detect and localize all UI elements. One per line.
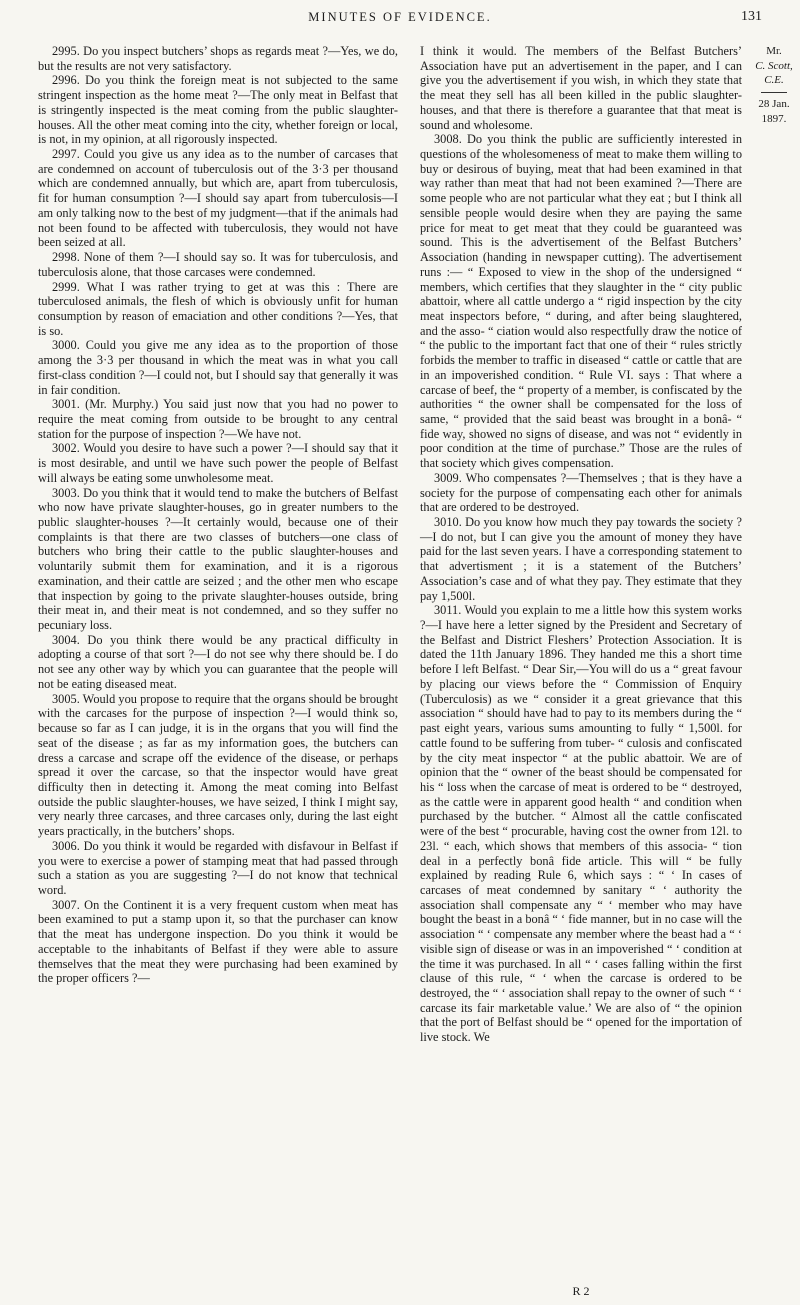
paragraph: 3011. Would you explain to me a little how this system works ?—I have here a letter signed by the President and Secretary of the Belfast and District Fleshers’ Protection Association. It is dated the 11th January 1896. They handed me this a short time before I left Belfast. “ Dear Sir,—You will do us a “ great favour by placing our views before the “ Commission of Enquiry (Tuberculosis) as we “ consider it a great grievance that this association “ should have had to pay to its members during the “ past eight years, various sums amounting to fully “ 1,500l. for cattle found to be suffering from tuber- “ culosis and confiscated by the city meat inspector “ at the public abattoir. We are of opinion that the “ owner of the beast should be compensated for his “ loss when the carcase of meat is ordered to be “ destroyed, as the cattle were in apparent good health “ and condition when purchased by the butcher. “ Almost all the cattle confiscated were of the best “ procurable, having cost the owner from 12l. to 23l. “ each, which shows that members of this associa- “ tion deal in a perfectly bonâ fide article. This will “ be fully explained by reading Rule 6, which says : “ ‘ In cases of carcases of meat condemned by sanitary “ ‘ authority the association shall compensate any “ ‘ member who may have bought the beast in a bonâ “ ‘ fide manner, but in no case will the association “ ‘ compensate any member where the beast had a “ ‘ visible sign of disease or was in an impoverished “ ‘ condition at the time it was purchased. In all “ ‘ cases falling within the first clause of this rule, “ ‘ when the carcase is ordered to be destroyed, the “ ‘ association shall repay to the owner of such “ ‘ carcase its fair marketable value.’ We are also of “ the opinion that the port of Belfast should be “ opened for the importation of live stock. We (420, 603, 742, 1045)
margin-note (750, 44, 798, 127)
paragraph: 2998. None of them ?—I should say so. It was for tuberculosis, and tuberculosis alone, that those carcases were condemned. (38, 250, 398, 279)
margin-rule (761, 92, 787, 93)
paragraph: 3000. Could you give me any idea as to the proportion of those among the 3·3 per thousand in which the meat was in what you call first-class condition ?—I could not, but I should say that generally it was in fair condition. (38, 338, 398, 397)
left-column (38, 44, 398, 986)
paragraph: 3010. Do you know how much they pay towards the society ?—I do not, but I can give you the amount of money they have paid for the last seven years. I have a corresponding statement to that advertisment ; it is a statement of the Butchers’ Association’s case and of what they pay. They estimate that they pay 1,500l. (420, 515, 742, 603)
paragraph: 2999. What I was rather trying to get at was this : There are tuberculosed animals, the flesh of which is obviously unfit for human consumption by reason of emaciation and other conditions ?—Yes, that is so. (38, 279, 398, 338)
witness-name: C. Scott, C.E. (755, 59, 793, 87)
running-title: MINUTES OF EVIDENCE. (308, 10, 492, 24)
evidence-date: 28 Jan. 1897. (758, 98, 790, 125)
paragraph: 3001. (Mr. Murphy.) You said just now that you had no power to require the meat coming from outside to be brought to any central station for the purpose of inspection ?—We have not. (38, 397, 398, 441)
paragraph: 3004. Do you think there would be any practical difficulty in adopting a course of that sort ?—I do not see why there should be. I do not see any other way by which you can guarantee that the people will not be eating diseased meat. (38, 632, 398, 691)
page-header (0, 10, 800, 32)
paragraph: 2997. Could you give us any idea as to the number of carcases that are condemned on account of tuberculosis out of the 3·3 per thousand which are condemned annually, but which are, apart from tuberculosis, fit for human consumption ?—I should say apart from tuberculosis—I am only talking now to the best of my judgment—that if the animals had not been found to be affected with tuberculosis, they would not have been seized at all. (38, 147, 398, 250)
signature-mark: R 2 (572, 1284, 590, 1298)
paragraph: 3006. Do you think it would be regarded with disfavour in Belfast if you were to exercise a power of stamping meat that had passed through such a station as you are suggesting ?—I do not know that technical word. (38, 838, 398, 897)
paragraph: 2996. Do you think the foreign meat is not subjected to the same stringent inspection as the home meat ?—The only meat in Belfast that is stringently inspected is the meat coming from the public slaughter-houses. All the other meat coming into the city, whether foreign or local, is not, in my opinion, at all rigorously inspected. (38, 73, 398, 147)
paragraph: 2995. Do you inspect butchers’ shops as regards meat ?—Yes, we do, but the results are not very satisfactory. (38, 44, 398, 73)
witness-label: Mr. (766, 45, 782, 57)
paragraph-continued: I think it would. The members of the Belfast Butchers’ Association have put an advertisement in the paper, and I can give you the advertisement if you wish, in which they state that the meat they sell has all been killed in the public slaughter-houses, and that there is therefore a guarantee that that meat is sound and wholesome. (420, 44, 742, 132)
page-number: 131 (741, 9, 762, 24)
paragraph: 3007. On the Continent it is a very frequent custom when meat has been examined to put a stamp upon it, so that the purchaser can know that the meat has undergone inspection. Do you think it would be acceptable to the inhabitants of Belfast if they were able to assure themselves that the meat they were purchasing had been examined by the proper officers ?— (38, 897, 398, 986)
paragraph: 3008. Do you think the public are sufficiently interested in questions of the wholesomeness of meat to make them willing to buy or desirous of buying, meat that had been examined in that way rather than meat that had not been examined ?—There are some people who are not particular what they eat ; but I think all sensible people would desire when they are paying the same price for meat to get meat that they could be guaranteed was sound. This is the advertisement of the Belfast Butchers’ Association (handing in newspaper cutting). The advertisement runs :— “ Exposed to view in the shop of the undersigned “ members, which certifies that they slaughter in the “ city public abattoir, where all cattle undergo a “ rigid inspection by the city meat inspectors before, “ during, and after being slaughtered, and the asso- “ ciation would also respectfully draw the notice of “ the public to the important fact that one of their “ rules strictly forbids the member to traffic in diseased “ cattle or cattle that are in an impoverished condition. “ Rule VI. says : That where a carcase of beef, the “ property of a member, is confiscated by the authorities “ the owner shall be compensated for the loss of same, “ provided that the said beast was brought in a bonâ- “ fide way, showed no signs of disease, and was not “ evidently in poor condition at the time of purchase.” Those are the rules of that society which gives compensation. (420, 132, 742, 471)
paragraph: 3005. Would you propose to require that the organs should be brought with the carcases for the purpose of inspection ?—I would think so, because so far as I can judge, it is in the organs that you will find the seat of the disease ; as far as my information goes, the butchers can dress a carcase and scrape off the evidence of the disease, or perhaps spread it over the carcase, so that the inspector would have great difficulty then in detecting it. Among the meat coming into Belfast outside the public slaughter-houses, we have seized, I think I might say, very nearly three carcases, and three carcases only, during the last eight years practically, in the butchers’ shops. (38, 691, 398, 839)
right-column (420, 44, 742, 1045)
paragraph: 3009. Who compensates ?—Themselves ; that is they have a society for the purpose of compensating each other for animals that are ordered to be destroyed. (420, 470, 742, 515)
paragraph: 3003. Do you think that it would tend to make the butchers of Belfast who now have private slaughter-houses, go in greater numbers to the public slaughter-houses ?—It certainly would, because one of their complaints is that there are two classes of butchers—one class of butchers who bring their cattle to the public slaughter-houses and voluntarily submit them for examination, and it is a rigorous examination, and their cattle are seized ; and the other men who escape that inspection by going to the private slaughter-houses outside, bring their meat in, and their meat is not condemned, and so they suffer no pecuniary loss. (38, 485, 398, 633)
paragraph: 3002. Would you desire to have such a power ?—I should say that it is most desirable, and until we have such power the people of Belfast will always be eating some unwholesome meat. (38, 441, 398, 485)
